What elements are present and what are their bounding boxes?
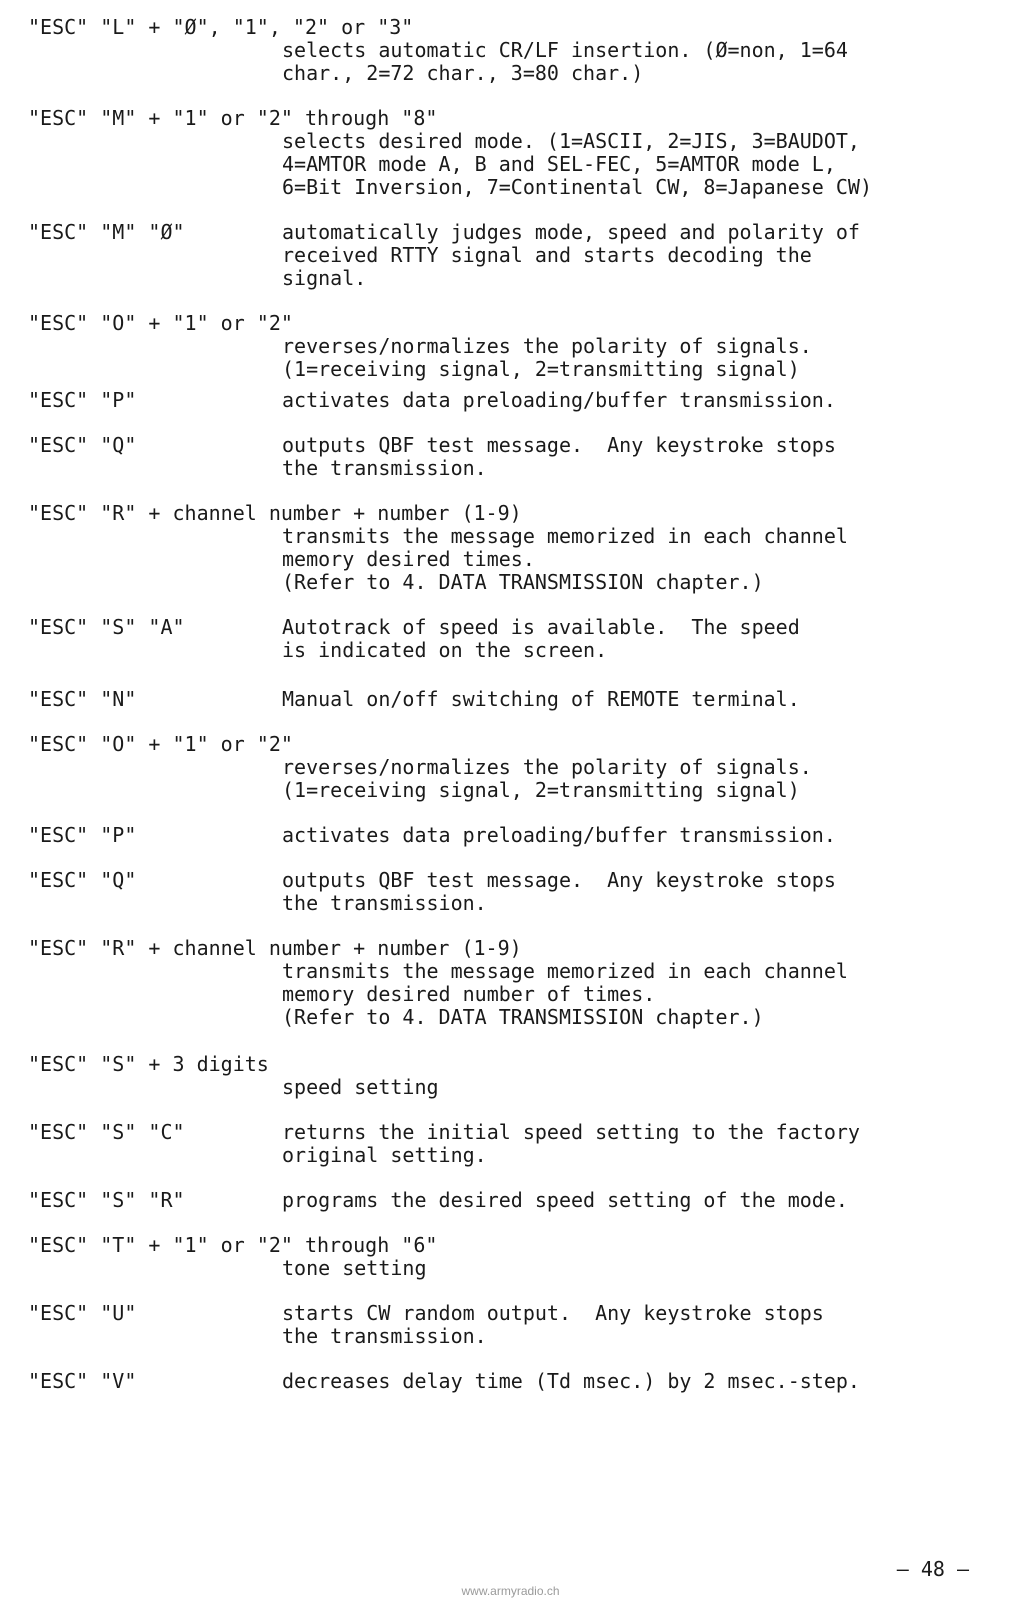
command-entry xyxy=(28,937,981,1029)
command-description xyxy=(28,39,981,85)
command-entry xyxy=(28,502,981,594)
command-entry xyxy=(28,616,981,662)
description-line: received RTTY signal and starts decoding the xyxy=(282,243,812,267)
description-line: (1=receiving signal, 2=transmitting signal) xyxy=(282,357,800,381)
command-description xyxy=(282,1189,981,1212)
command-entry xyxy=(28,869,981,915)
command-syntax: "ESC" "R" + channel number + number (1-9) xyxy=(28,936,522,960)
command-description xyxy=(282,221,981,290)
description-line: reverses/normalizes the polarity of signals. xyxy=(282,755,812,779)
description-line: memory desired number of times. xyxy=(282,982,656,1006)
command-description xyxy=(282,1121,981,1167)
description-line: reverses/normalizes the polarity of signals. xyxy=(282,334,812,358)
command-entry xyxy=(28,221,981,290)
description-line: activates data preloading/buffer transmission. xyxy=(282,823,836,847)
description-line: decreases delay time (Td msec.) by 2 msec.-step. xyxy=(282,1369,860,1393)
command-entry xyxy=(28,312,981,381)
command-syntax: "ESC" "M" + "1" or "2" through "8" xyxy=(28,106,438,130)
description-line: (Refer to 4. DATA TRANSMISSION chapter.) xyxy=(282,1005,764,1029)
command-entry xyxy=(28,16,981,85)
command-entry xyxy=(28,824,981,847)
command-entry xyxy=(28,1234,981,1280)
description-line: (Refer to 4. DATA TRANSMISSION chapter.) xyxy=(282,570,764,594)
description-line: 4=AMTOR mode A, B and SEL-FEC, 5=AMTOR mode L, xyxy=(282,152,836,176)
description-line: memory desired times. xyxy=(282,547,535,571)
description-line: the transmission. xyxy=(282,456,487,480)
description-line: tone setting xyxy=(282,1256,427,1280)
command-entry xyxy=(28,1302,981,1348)
command-description xyxy=(28,1076,981,1099)
command-syntax: "ESC" "N" xyxy=(28,687,137,711)
description-line: selects desired mode. (1=ASCII, 2=JIS, 3=BAUDOT, xyxy=(282,129,860,153)
description-line: char., 2=72 char., 3=80 char.) xyxy=(282,61,644,85)
command-description xyxy=(28,335,981,381)
description-line: transmits the message memorized in each channel xyxy=(282,959,848,983)
command-description xyxy=(28,756,981,802)
description-line: original setting. xyxy=(282,1143,487,1167)
command-description xyxy=(28,525,981,594)
description-line: 6=Bit Inversion, 7=Continental CW, 8=Japanese CW) xyxy=(282,175,873,199)
description-line: returns the initial speed setting to the factory xyxy=(282,1120,860,1144)
command-entry xyxy=(28,1189,981,1212)
description-line: Autotrack of speed is available. The speed xyxy=(282,615,800,639)
command-syntax: "ESC" "S" "C" xyxy=(28,1120,185,1144)
command-syntax: "ESC" "P" xyxy=(28,388,137,412)
description-line: selects automatic CR/LF insertion. (Ø=non, 1=64 xyxy=(282,38,848,62)
command-entry xyxy=(28,688,981,711)
command-description xyxy=(282,688,981,711)
description-line: outputs QBF test message. Any keystroke stops xyxy=(282,433,836,457)
command-syntax: "ESC" "Q" xyxy=(28,433,137,457)
command-description xyxy=(28,960,981,1029)
command-description xyxy=(282,389,981,412)
description-line: signal. xyxy=(282,266,367,290)
command-description xyxy=(28,1257,981,1280)
command-description xyxy=(282,824,981,847)
description-line: transmits the message memorized in each channel xyxy=(282,524,848,548)
command-syntax: "ESC" "V" xyxy=(28,1369,137,1393)
command-syntax: "ESC" "S" "R" xyxy=(28,1188,185,1212)
command-syntax: "ESC" "U" xyxy=(28,1301,137,1325)
command-description xyxy=(28,130,981,199)
command-entry xyxy=(28,1053,981,1099)
command-syntax: "ESC" "Q" xyxy=(28,868,137,892)
command-description xyxy=(282,1370,981,1393)
command-syntax: "ESC" "L" + "Ø", "1", "2" or "3" xyxy=(28,15,414,39)
description-line: outputs QBF test message. Any keystroke stops xyxy=(282,868,836,892)
command-syntax: "ESC" "M" "Ø" xyxy=(28,220,185,244)
command-description xyxy=(282,869,981,915)
command-entry xyxy=(28,1370,981,1393)
command-entry xyxy=(28,434,981,480)
command-entry xyxy=(28,733,981,802)
command-entry xyxy=(28,107,981,199)
description-line: programs the desired speed setting of the mode. xyxy=(282,1188,848,1212)
command-entry xyxy=(28,1121,981,1167)
description-line: automatically judges mode, speed and polarity of xyxy=(282,220,860,244)
command-description xyxy=(282,434,981,480)
description-line: is indicated on the screen. xyxy=(282,638,608,662)
command-list xyxy=(28,16,981,1393)
command-description xyxy=(282,616,981,662)
command-syntax: "ESC" "T" + "1" or "2" through "6" xyxy=(28,1233,438,1257)
command-description xyxy=(282,1302,981,1348)
command-syntax: "ESC" "O" + "1" or "2" xyxy=(28,311,293,335)
description-line: speed setting xyxy=(282,1075,439,1099)
command-entry xyxy=(28,389,981,412)
command-syntax: "ESC" "P" xyxy=(28,823,137,847)
description-line: activates data preloading/buffer transmission. xyxy=(282,388,836,412)
description-line: (1=receiving signal, 2=transmitting signal) xyxy=(282,778,800,802)
page-number: — 48 — xyxy=(896,1557,969,1581)
description-line: the transmission. xyxy=(282,1324,487,1348)
command-syntax: "ESC" "O" + "1" or "2" xyxy=(28,732,293,756)
description-line: starts CW random output. Any keystroke stops xyxy=(282,1301,824,1325)
description-line: Manual on/off switching of REMOTE terminal. xyxy=(282,687,800,711)
command-syntax: "ESC" "S" "A" xyxy=(28,615,185,639)
watermark-text: www.armyradio.ch xyxy=(461,1584,560,1598)
command-syntax: "ESC" "S" + 3 digits xyxy=(28,1052,269,1076)
description-line: the transmission. xyxy=(282,891,487,915)
command-syntax: "ESC" "R" + channel number + number (1-9) xyxy=(28,501,522,525)
